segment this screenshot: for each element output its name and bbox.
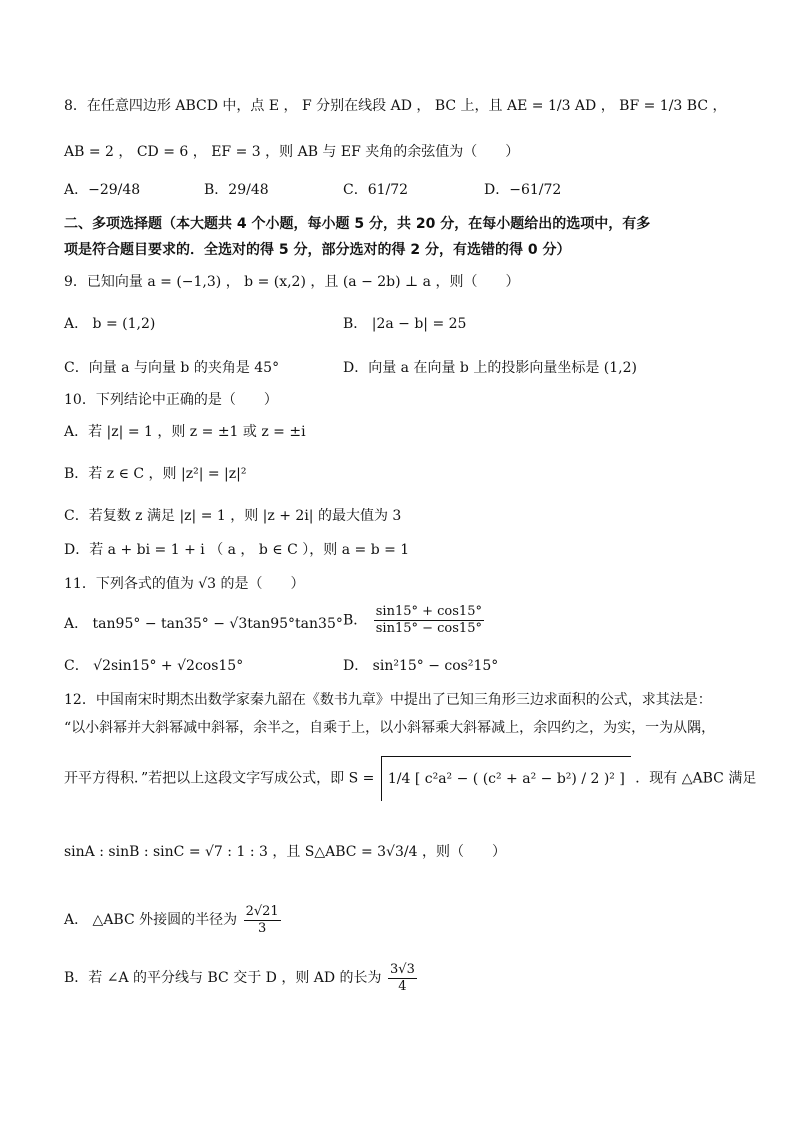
q12-heron-formula: 1/4 [ c²a² − ( (c² + a² − b²) / 2 )² ] (381, 756, 631, 801)
q9-option-c: C．向量 a 与向量 b 的夹角是 45° (64, 360, 280, 376)
q12-option-a (64, 902, 283, 938)
q12-b-fraction (388, 962, 417, 995)
q8-stem-line2: AB = 2 ， CD = 6 ， EF = 3 ，则 AB 与 EF 夹角的余弦值为（ ） (64, 144, 520, 160)
option-text: A． △ABC 外接圆的半径为 (64, 912, 238, 928)
q9-option-d: D．向量 a 在向量 b 上的投影向量坐标是 (1,2) (343, 360, 637, 376)
option-value: 61/72 (367, 182, 409, 198)
option-label: A． (64, 182, 89, 198)
option-value: −61/72 (509, 182, 562, 198)
q8-option-a (64, 180, 140, 200)
q10-stem: 10．下列结论中正确的是（ ） (64, 392, 278, 408)
fraction-denominator: sin15° − cos15° (375, 621, 482, 636)
section2-heading-line2: 项是符合题目要求的．全选对的得 5 分，部分选对的得 2 分，有选错的得 0 分） (64, 242, 571, 258)
q8-stem-line1: 8．在任意四边形 ABCD 中，点 E ， F 分别在线段 AD ， BC 上，且 AE = 1/3 AD ， BF = 1/3 BC ， (64, 98, 727, 114)
q9-stem: 9．已知向量 a = (−1,3) ， b = (x,2) ，且 (a − 2b) ⊥ a ，则（ ） (64, 274, 520, 290)
q11-option-b (343, 604, 486, 637)
q11-b-fraction (374, 604, 484, 637)
q8-option-d (484, 180, 561, 200)
option-text: B．若 ∠A 的平分线与 BC 交于 D ，则 AD 的长为 (64, 970, 382, 986)
fraction-denominator: 4 (398, 978, 407, 994)
q12-option-b (64, 960, 419, 996)
q12-formula-outro: ．现有 △ABC 满足 (635, 770, 757, 787)
option-label: D． (484, 182, 510, 198)
q12-stem-line2: “以小斜幂并大斜幂减中斜幂，余半之，自乘于上，以小斜幂乘大斜幂减上，余四约之，为实，一为从隅， (64, 720, 716, 736)
option-label: C． (343, 182, 368, 198)
q11-option-c: C． √2sin15° + √2cos15° (64, 658, 244, 674)
fraction-denominator: 3 (258, 920, 267, 936)
q12-stem-line1: 12．中国南宋时期杰出数学家秦九韶在《数书九章》中提出了已知三角形三边求面积的公式，求其法是： (64, 692, 712, 708)
fraction-numerator: 2√21 (245, 903, 279, 919)
section2-heading-line1: 二、多项选择题（本大题共 4 个小题，每小题 5 分，共 20 分，在每小题给出的选项中，有多 (64, 216, 651, 232)
q11-option-a: A． tan95° − tan35° − √3tan95°tan35° (64, 616, 343, 632)
q10-option-a: A．若 |z| = 1 ，则 z = ±1 或 z = ±i (64, 424, 306, 440)
q12-a-fraction (244, 904, 281, 937)
q9-option-a: A． b = (1,2) (64, 316, 156, 332)
q8-option-c (343, 180, 408, 200)
q10-option-c: C．若复数 z 满足 |z| = 1 ，则 |z + 2i| 的最大值为 3 (64, 508, 402, 524)
option-label: B． (343, 612, 368, 629)
q9-option-b: B． |2a − b| = 25 (343, 316, 467, 332)
q8-option-b (204, 180, 269, 200)
q12-formula-intro: 开平方得积．”若把以上这段文字写成公式，即 S = (64, 770, 375, 787)
fraction-numerator: 3√3 (390, 961, 415, 977)
q11-option-d: D． sin²15° − cos²15° (343, 658, 499, 674)
q12-stem-line4: sinA : sinB : sinC = √7 : 1 : 3 ，且 S△ABC = 3√3/4 ，则（ ） (64, 844, 506, 860)
option-label: B． (204, 182, 229, 198)
option-value: −29/48 (88, 182, 141, 198)
q10-option-b: B．若 z ∈ C ，则 |z²| = |z|² (64, 466, 247, 482)
q10-option-d: D．若 a + bi = 1 + i （ a ， b ∈ C ），则 a = b = 1 (64, 542, 410, 558)
q12-stem-line3 (64, 756, 756, 801)
fraction-numerator: sin15° + cos15° (375, 604, 482, 619)
q11-stem: 11．下列各式的值为 √3 的是（ ） (64, 576, 305, 592)
option-value: 29/48 (228, 182, 269, 198)
